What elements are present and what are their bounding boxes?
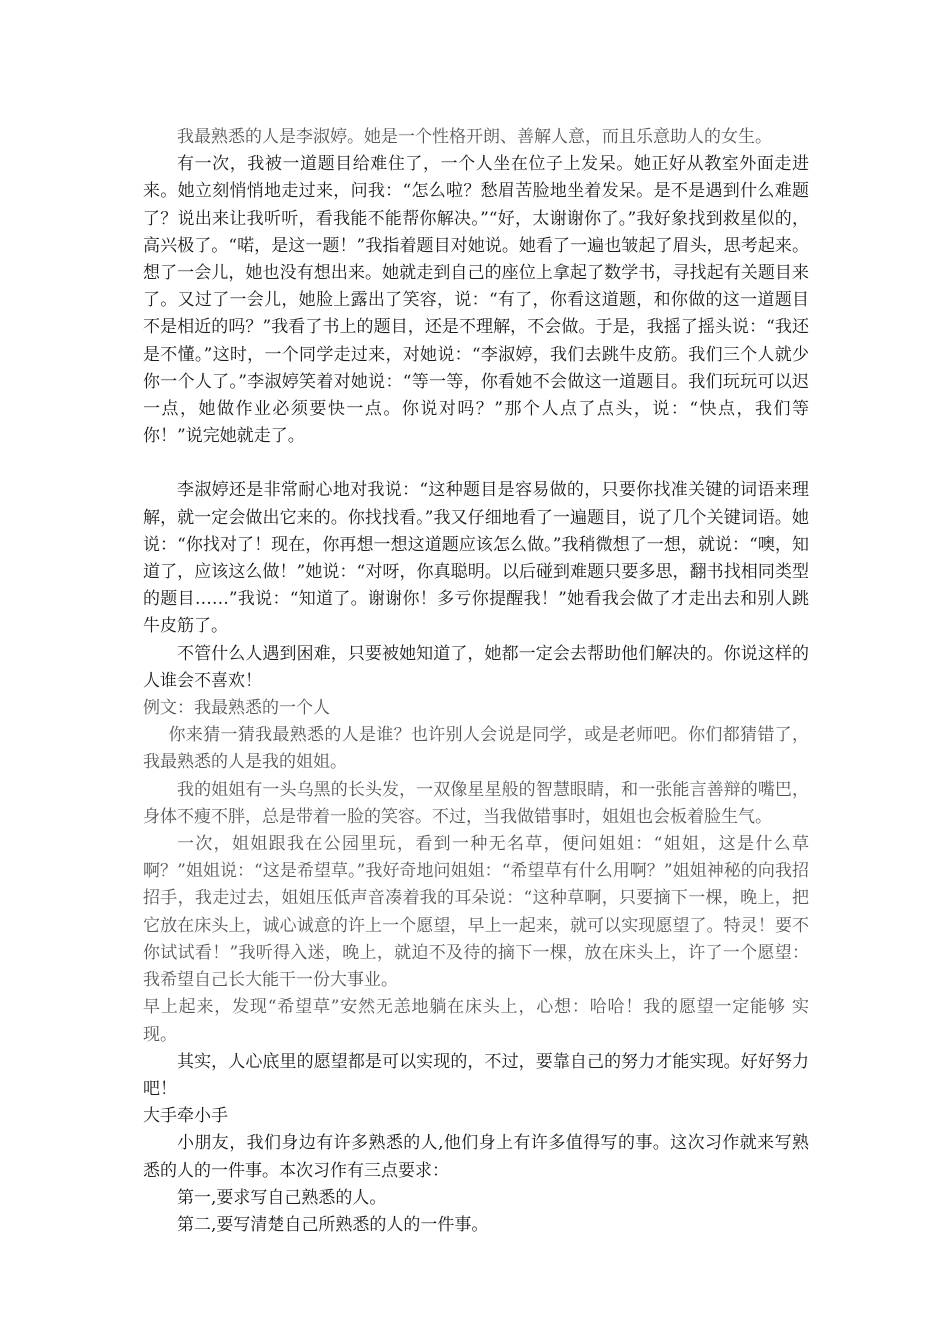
section3-requirement-1: 第一,要求写自己熟悉的人。 [177,1187,387,1208]
document-page [143,124,809,1239]
story1-paragraph-4: 不管什么人遇到困难，只要被她知道了，她都一定会去帮助他们解决的。你说这样的人谁会不喜欢！ [143,643,809,691]
story2-paragraph-2: 我的姐姐有一头乌黑的长头发，一双像星星般的智慧眼睛，和一张能言善辩的嘴巴，身体不瘦不胖，总是带着一脸的笑容。不过，当我做错事时，姐姐也会板着脸生气。 [143,779,809,827]
story2-paragraph-1: 你来猜一猜我最熟悉的人是谁？也许别人会说是同学，或是老师吧。你们都猜错了，我最熟悉的人是我的姐姐。 [143,725,809,773]
section3-paragraph-1: 小朋友，我们身边有许多熟悉的人,他们身上有许多值得写的事。这次习作就来写熟悉的人的一件事。本次习作有三点要求： [143,1133,809,1181]
story1-paragraph-2: 有一次，我被一道题目给难住了，一个人坐在位子上发呆。她正好从教室外面走进来。她立刻悄悄地走过来，问我：“怎么啦？愁眉苦脸地坐着发呆。是不是遇到什么难题了？说出来让我听听，看我能不能帮你解决。”“好，太谢谢你了。”我好象找到救星似的，高兴极了。“喏，是这一题！”我指着题目对她说。她看了一遍也皱起了眉头，思考起来。想了一会儿，她也没有想出来。她就走到自己的座位上拿起了数学书，寻找起有关题目来了。又过了一会儿，她脸上露出了笑容，说：“有了，你看这道题，和你做的这一道题目不是相近的吗？”我看了书上的题目，还是不理解，不会做。于是，我摇了摇头说：“我还是不懂。”这时，一个同学走过来，对她说：“李淑婷，我们去跳牛皮筋。我们三个人就少你一个人了。”李淑婷笑着对她说：“等一等，你看她不会做这一道题目。我们玩玩可以迟一点，她做作业必须要快一点。你说对吗？”那个人点了点头，说：“快点，我们等你！”说完她就走了。 [143,154,809,447]
section3-heading: 大手牵小手 [143,1106,228,1127]
story2-paragraph-4: 早上起来，发现“希望草”安然无恙地躺在床头上，心想：哈哈！我的愿望一定能够 实现。 [143,997,809,1045]
story2-paragraph-3: 一次，姐姐跟我在公园里玩，看到一种无名草，便问姐姐：“姐姐，这是什么草啊？”姐姐说：“这是希望草。”我好奇地问姐姐：“希望草有什么用啊？”姐姐神秘的向我招招手，我走过去，姐姐压低声音凑着我的耳朵说：“这种草啊，只要摘下一棵，晚上，把它放在床头上，诚心诚意的许上一个愿望，早上一起来，就可以实现愿望了。特灵！要不你试试看！”我听得入迷，晚上，就迫不及待的摘下一棵，放在床头上，许了一个愿望：我希望自己长大能干一份大事业。 [143,834,809,991]
section3-requirement-2: 第二,要写清楚自己所熟悉的人的一件事。 [177,1214,489,1235]
story2-paragraph-5: 其实，人心底里的愿望都是可以实现的，不过，要靠自己的努力才能实现。好好努力吧！ [143,1051,809,1099]
story1-paragraph-3: 李淑婷还是非常耐心地对我说：“这种题目是容易做的，只要你找准关键的词语来理解，就一定会做出它来的。你找找看。”我又仔细地看了一遍题目，说了几个关键词语。她说：“你找对了！现在，你再想一想这道题应该怎么做。”我稍微想了一想，就说：“噢，知道了，应该这么做！”她说：“对呀，你真聪明。以后碰到难题只要多思，翻书找相同类型的题目……”我说：“知道了。谢谢你！多亏你提醒我！”她看我会做了才走出去和别人跳牛皮筋了。 [143,480,809,637]
story2-heading: 例文：我最熟悉的一个人 [143,698,330,719]
blank-line [143,450,809,477]
story1-paragraph-1: 我最熟悉的人是李淑婷。她是一个性格开朗、善解人意，而且乐意助人的女生。 [177,127,772,147]
